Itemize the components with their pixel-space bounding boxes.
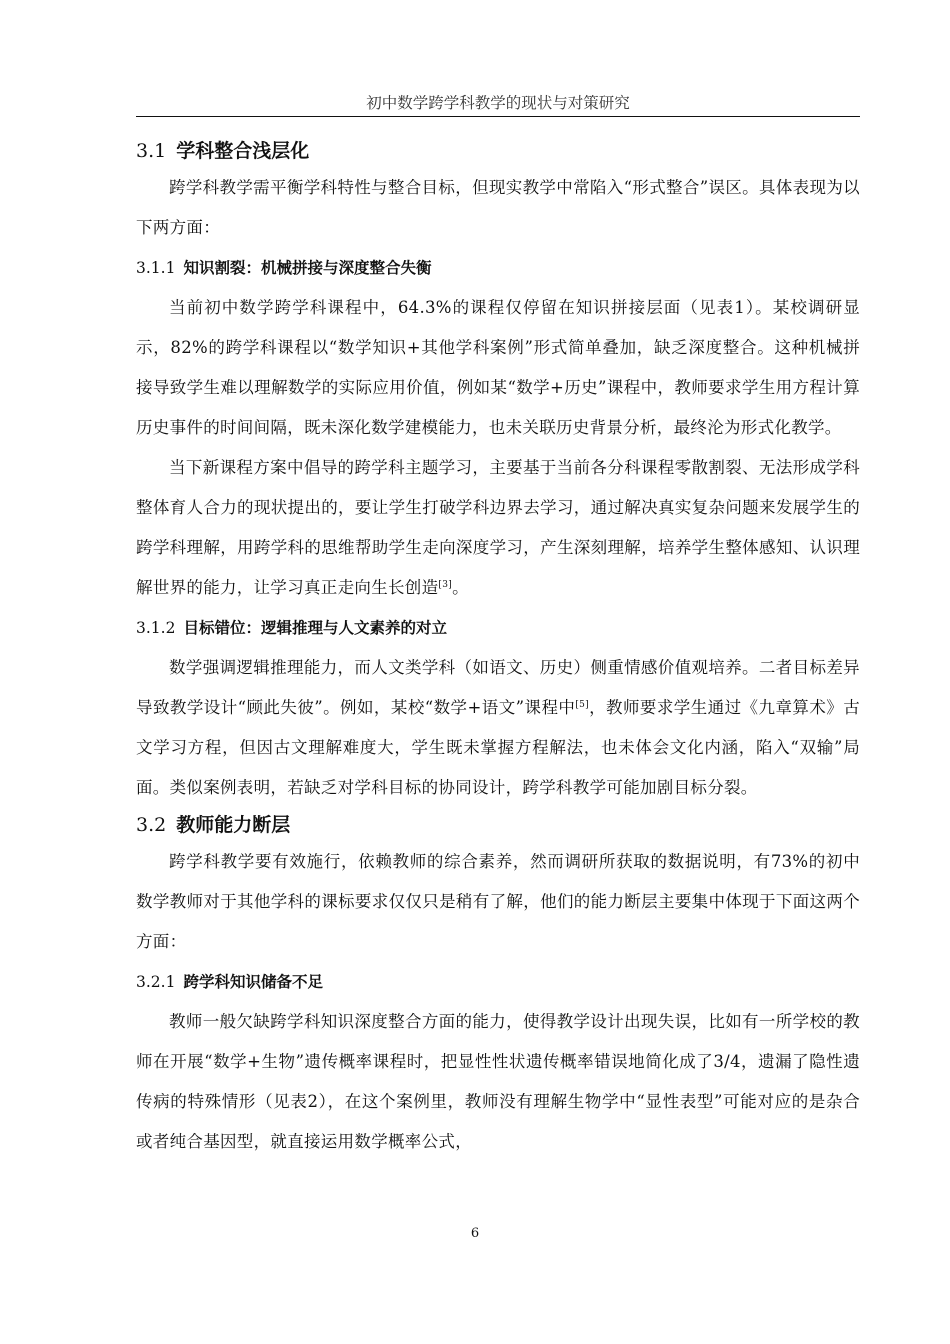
paragraph: 当前初中数学跨学科课程中，64.3%的课程仅停留在知识拼接层面（见表1）。某校调研显示，82%的跨学科课程以“数学知识+其他学科案例”形式简单叠加，缺乏深度整合。这种机械拼接导致学生难以理解数学的实际应用价值，例如某“数学+历史”课程中，教师要求学生用方程计算历史事件的时间间隔，既未深化数学建模能力，也未关联历史背景分析，最终沦为形式化教学。 bbox=[136, 298, 860, 437]
subsection-title: 跨学科知识储备不足 bbox=[183, 973, 323, 991]
page-number: 6 bbox=[470, 1226, 480, 1241]
paragraph bbox=[136, 448, 860, 608]
subsection-heading-3-1-2 bbox=[136, 608, 860, 648]
paragraph bbox=[136, 648, 860, 808]
citation-ref[interactable]: [5] bbox=[575, 700, 589, 710]
paragraph: 教师一般欠缺跨学科知识深度整合方面的能力，使得教学设计出现失误，比如有一所学校的教师在开展“数学+生物”遗传概率课程时，把显性性状遗传概率错误地简化成了3/4，遗漏了隐性遗传病的特殊情形（见表2），在这个案例里，教师没有理解生物学中“显性表型”可能对应的是杂合或者纯合基因型，就直接运用数学概率公式， bbox=[136, 1012, 860, 1151]
subsection-heading-3-2-1 bbox=[136, 962, 860, 1002]
page-body bbox=[136, 134, 860, 1162]
subsection-number: 3.1.2 bbox=[136, 619, 176, 637]
subsection-title: 目标错位：逻辑推理与人文素养的对立 bbox=[183, 619, 447, 637]
section-number: 3.2 bbox=[136, 814, 167, 836]
paragraph-text: 数学强调逻辑推理能力，而人文类学科（如语文、历史）侧重情感价值观培养。二者目标差异导致教学设计“顾此失彼”。例如，某校“数学+语文”课程中 bbox=[136, 658, 860, 717]
subsection-number: 3.2.1 bbox=[136, 973, 176, 991]
subsection-title: 知识割裂：机械拼接与深度整合失衡 bbox=[183, 259, 432, 277]
header-divider bbox=[136, 116, 860, 117]
section-heading-3-1 bbox=[136, 134, 860, 168]
running-header: 初中数学跨学科教学的现状与对策研究 bbox=[366, 94, 630, 112]
subsection-heading-3-1-1 bbox=[136, 248, 860, 288]
section-heading-3-2 bbox=[136, 808, 860, 842]
paragraph: 跨学科教学需平衡学科特性与整合目标，但现实教学中常陷入“形式整合”误区。具体表现为以下两方面： bbox=[136, 178, 860, 237]
citation-ref[interactable]: [3] bbox=[438, 580, 453, 590]
paragraph: 跨学科教学要有效施行，依赖教师的综合素养，然而调研所获取的数据说明，有73%的初中数学教师对于其他学科的课标要求仅仅只是稍有了解，他们的能力断层主要集中体现于下面这两个方面： bbox=[136, 852, 860, 951]
subsection-number: 3.1.1 bbox=[136, 259, 176, 277]
section-title: 学科整合浅层化 bbox=[176, 140, 310, 162]
section-title: 教师能力断层 bbox=[176, 814, 291, 836]
paragraph-text: ，教师要求学生通过《九章算术》古文学习方程，但因古文理解难度大，学生既未掌握方程解法，也未体会文化内涵，陷入“双输”局面。类似案例表明，若缺乏对学科目标的协同设计，跨学科教学可能加剧目标分裂。 bbox=[136, 698, 860, 797]
section-number: 3.1 bbox=[136, 140, 167, 162]
paragraph-text: 当下新课程方案中倡导的跨学科主题学习，主要基于当前各分科课程零散割裂、无法形成学科整体育人合力的现状提出的，要让学生打破学科边界去学习，通过解决真实复杂问题来发展学生的跨学科理解，用跨学科的思维帮助学生走向深度学习，产生深刻理解，培养学生整体感知、认识理解世界的能力，让学习真正走向生长创造 bbox=[136, 458, 860, 597]
paragraph-text: 。 bbox=[452, 578, 469, 597]
